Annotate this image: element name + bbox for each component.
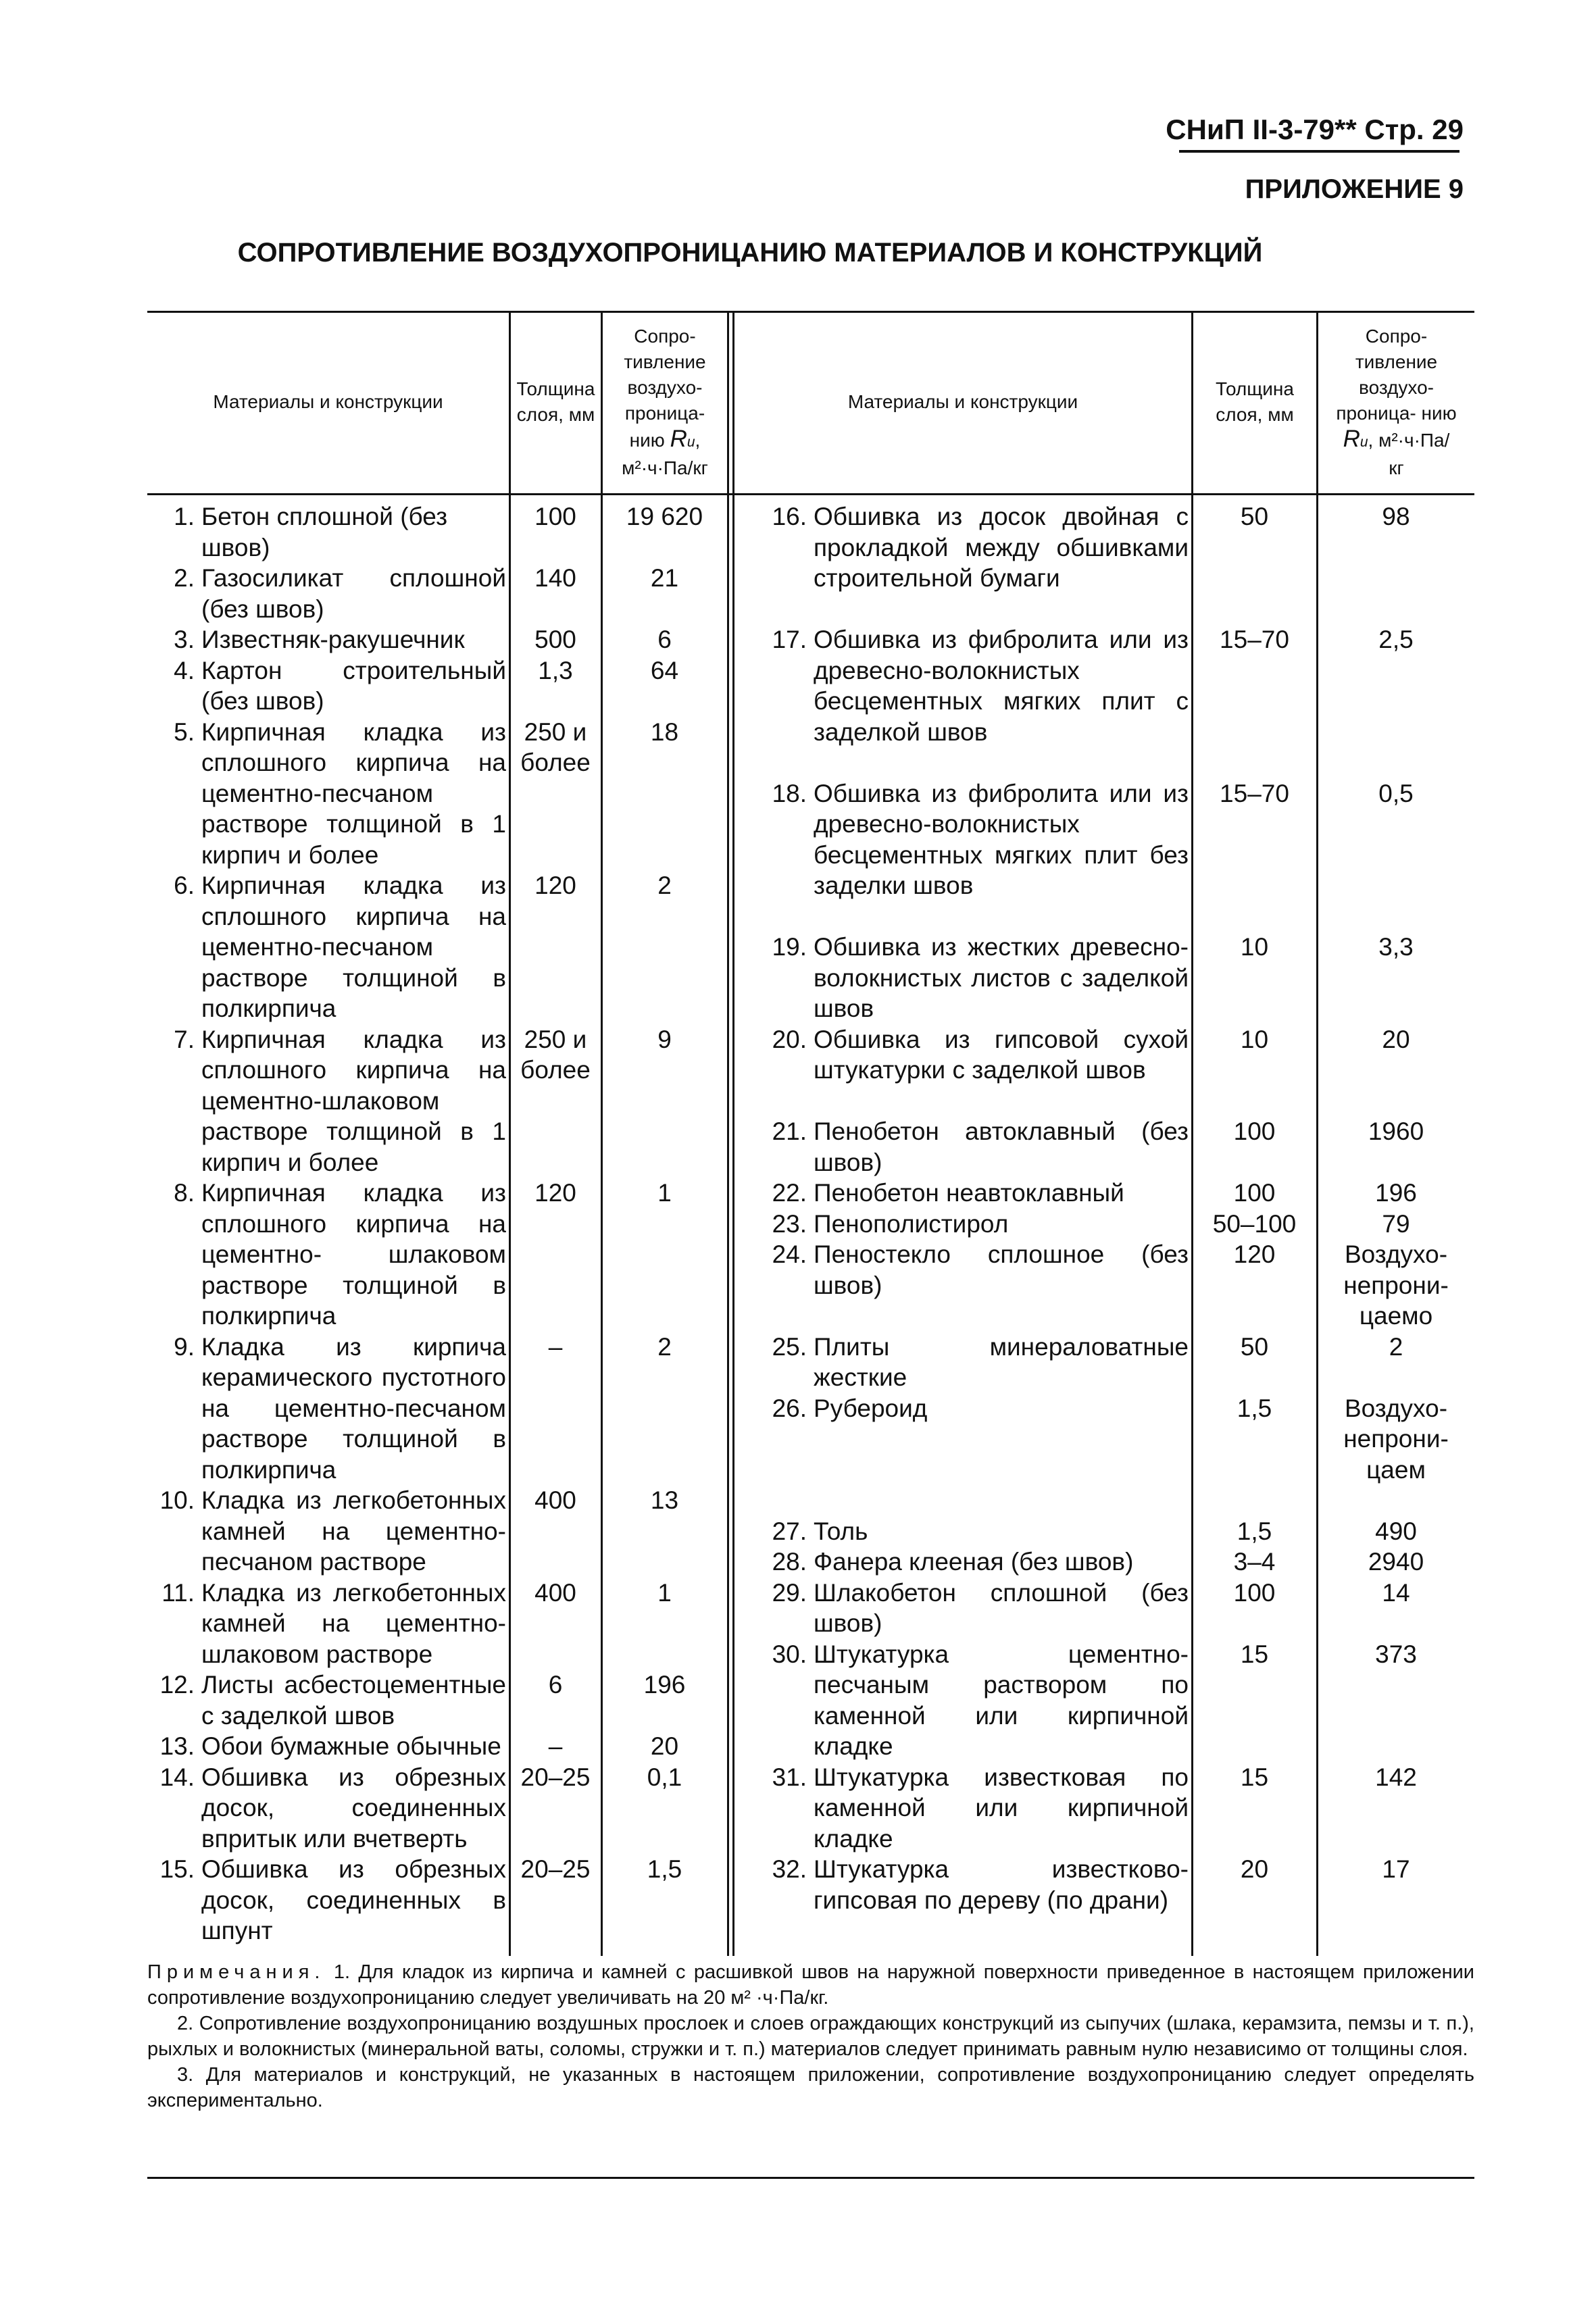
- material-name: Пенобетон автоклавный (без швов): [814, 1117, 1189, 1176]
- row-number: 21.: [772, 1117, 807, 1145]
- resistance-value: Воздухо- непрони- цаем: [1343, 1394, 1449, 1484]
- header-underline: [1179, 150, 1460, 153]
- thickness-value: 20–25: [520, 1763, 591, 1791]
- document-reference: СНиП II-3-79** Стр. 29: [1166, 114, 1464, 145]
- resistance-value: 196: [1375, 1179, 1417, 1207]
- resistance-value: 2: [1389, 1332, 1403, 1361]
- material-name: Обшивка из фибролита или из древесно-волокнистых бесцементных мягких плит с заделкой швов: [814, 626, 1189, 746]
- row-number: 3.: [174, 626, 195, 653]
- thickness-value: 100: [534, 503, 576, 530]
- page-title: СОПРОТИВЛЕНИЕ ВОЗДУХОПРОНИЦАНИЮ МАТЕРИАЛОВ И КОНСТРУКЦИЙ: [237, 238, 1263, 268]
- row-number: 11.: [161, 1578, 195, 1607]
- resistance-value: 6: [657, 626, 672, 653]
- row-number: 5.: [174, 718, 195, 746]
- thickness-value: 140: [534, 564, 576, 592]
- thickness-value: 500: [534, 626, 576, 653]
- table-top-rule: [147, 311, 1474, 313]
- resistance-value: 20: [1382, 1025, 1410, 1053]
- row-number: 18.: [772, 779, 807, 807]
- material-name: Фанера клееная (без швов): [814, 1548, 1134, 1576]
- resistance-subscript: и: [687, 434, 695, 450]
- thickness-value: 1,5: [1237, 1394, 1272, 1422]
- resistance-value: 196: [643, 1671, 686, 1699]
- material-name: Кладка из легкобетонных камней на цементно-песчаном растворе: [201, 1486, 506, 1576]
- resistance-symbol: R: [1343, 425, 1360, 452]
- row-number: 15.: [159, 1855, 195, 1883]
- resistance-value: 373: [1375, 1640, 1417, 1668]
- row-number: 25.: [772, 1332, 807, 1361]
- material-name: Кирпичная кладка из сплошного кирпича на цементно-шлаковом растворе толщиной в 1 кирпич и более: [201, 1025, 506, 1176]
- thickness-value: 20: [1240, 1855, 1269, 1883]
- row-number: 8.: [174, 1179, 195, 1207]
- header-thickness-left: Толщина слоя, мм: [516, 378, 595, 425]
- column-divider: [732, 311, 734, 1956]
- thickness-value: –: [548, 1332, 563, 1361]
- resistance-value: 490: [1375, 1517, 1417, 1545]
- material-name: Обои бумажные обычные: [201, 1732, 501, 1760]
- resistance-subscript: и: [1360, 434, 1368, 450]
- thickness-value: 120: [534, 872, 576, 899]
- bottom-rule: [147, 2177, 1474, 2179]
- row-number: 2.: [174, 564, 195, 592]
- thickness-value: 120: [534, 1179, 576, 1207]
- row-number: 13.: [159, 1732, 195, 1760]
- resistance-value: 14: [1382, 1578, 1410, 1607]
- resistance-table: [147, 311, 1474, 1956]
- resistance-value: 64: [650, 656, 679, 684]
- table-header-rule: [147, 493, 1474, 495]
- header-material-right: Материалы и конструкции: [847, 391, 1078, 412]
- notes-section: [147, 1959, 1474, 2113]
- material-name: Обшивка из фибролита или из древесно-волокнистых бесцементных мягких плит без заделки швов: [814, 779, 1189, 899]
- row-number: 30.: [772, 1640, 807, 1668]
- material-name: Кирпичная кладка из сплошного кирпича на цементно-песчаном растворе толщиной в 1 кирпич и более: [201, 718, 506, 869]
- thickness-value: 50: [1240, 1332, 1269, 1361]
- material-name: Пенобетон неавтоклавный: [814, 1179, 1124, 1207]
- column-divider: [601, 311, 603, 1956]
- thickness-value: 15: [1240, 1640, 1269, 1668]
- resistance-value: 98: [1382, 503, 1410, 530]
- thickness-value: 1,5: [1237, 1517, 1272, 1545]
- resistance-value: 2: [657, 872, 672, 899]
- row-number: 19.: [772, 933, 807, 961]
- row-number: 31.: [772, 1763, 807, 1791]
- thickness-value: 250 и более: [520, 1025, 591, 1084]
- material-name: Газосиликат сплошной (без швов): [201, 564, 506, 623]
- row-number: 28.: [772, 1548, 807, 1576]
- material-name: Штукатурка известковая по каменной или кирпичной кладке: [814, 1763, 1189, 1853]
- note-1: [147, 1959, 1474, 2011]
- material-name: Плиты минераловатные жесткие: [814, 1332, 1189, 1391]
- thickness-value: 15–70: [1220, 779, 1289, 807]
- resistance-value: 142: [1375, 1763, 1417, 1791]
- row-number: 10.: [159, 1486, 195, 1514]
- row-number: 20.: [772, 1025, 807, 1053]
- resistance-value: 1: [657, 1179, 672, 1207]
- row-number: 16.: [772, 503, 807, 530]
- row-number: 14.: [159, 1763, 195, 1791]
- material-name: Обшивка из жестких древесно-волокнистых листов с заделкой швов: [814, 933, 1189, 1022]
- thickness-value: 50: [1240, 503, 1269, 530]
- thickness-value: 400: [534, 1486, 576, 1514]
- resistance-value: 1960: [1368, 1117, 1424, 1145]
- material-name: Шлакобетон сплошной (без швов): [814, 1578, 1189, 1637]
- resistance-value: 18: [650, 718, 679, 746]
- header-thickness-right: Толщина слоя, мм: [1216, 378, 1294, 425]
- material-name: Бетон сплошной (без швов): [201, 503, 448, 561]
- material-name: Листы асбестоцементные с заделкой швов: [201, 1671, 506, 1730]
- appendix-label: ПРИЛОЖЕНИЕ 9: [1245, 174, 1464, 204]
- resistance-value: 2,5: [1378, 626, 1414, 653]
- resistance-value: 20: [650, 1732, 679, 1760]
- material-name: Пеностекло сплошное (без швов): [814, 1240, 1189, 1299]
- resistance-symbol: R: [670, 425, 687, 452]
- resistance-value: 21: [650, 564, 679, 592]
- column-divider: [509, 311, 511, 1956]
- row-number: 32.: [772, 1855, 807, 1883]
- header-resistance-left-text: Сопро- тивление воздухо- проница- нию: [624, 325, 706, 451]
- row-number: 12.: [159, 1671, 195, 1699]
- thickness-value: 100: [1233, 1578, 1276, 1607]
- resistance-value: 0,5: [1378, 779, 1414, 807]
- material-name: Пенополистирол: [814, 1209, 1009, 1238]
- thickness-value: 50–100: [1212, 1209, 1297, 1238]
- row-number: 17.: [772, 626, 807, 653]
- notes-label: Примечания.: [147, 1961, 326, 1983]
- material-name: Обшивка из обрезных досок, соединенных в шпунт: [201, 1855, 506, 1944]
- resistance-value: 17: [1382, 1855, 1410, 1883]
- header-resistance-right-text: Сопро- тивление воздухо- проница- нию: [1336, 325, 1457, 424]
- thickness-value: 120: [1233, 1240, 1276, 1268]
- header-material-left: Материалы и конструкции: [213, 391, 443, 412]
- row-number: 4.: [174, 656, 195, 684]
- thickness-value: 100: [1233, 1179, 1276, 1207]
- thickness-value: –: [548, 1732, 563, 1760]
- material-name: Обшивка из обрезных досок, соединенных впритык или вчетверть: [201, 1763, 506, 1853]
- thickness-value: 15–70: [1220, 626, 1289, 653]
- row-number: 6.: [174, 872, 195, 899]
- material-name: Штукатурка известково-гипсовая по дереву (по драни): [814, 1855, 1189, 1914]
- material-name: Кладка из кирпича керамического пустотного на цементно-песчаном растворе толщиной в полкирпича: [201, 1332, 506, 1484]
- resistance-value: 0,1: [647, 1763, 682, 1791]
- row-number: 9.: [174, 1332, 195, 1361]
- row-number: 7.: [174, 1025, 195, 1053]
- material-name: Кирпичная кладка из сплошного кирпича на цементно-песчаном растворе толщиной в полкирпича: [201, 872, 506, 1022]
- row-number: 27.: [772, 1517, 807, 1545]
- material-name: Известняк-ракушечник: [201, 626, 465, 653]
- material-name: Штукатурка цементно-песчаным раствором по каменной или кирпичной кладке: [814, 1640, 1189, 1760]
- resistance-value: Воздухо- непрони- цаемо: [1343, 1240, 1449, 1330]
- thickness-value: 3–4: [1233, 1548, 1276, 1576]
- thickness-value: 100: [1233, 1117, 1276, 1145]
- resistance-value: 9: [657, 1025, 672, 1053]
- material-name: Рубероид: [814, 1394, 928, 1422]
- thickness-value: 250 и более: [520, 718, 591, 776]
- thickness-value: 20–25: [520, 1855, 591, 1883]
- resistance-value: 2: [657, 1332, 672, 1361]
- resistance-value: 3,3: [1378, 933, 1414, 961]
- material-name: Обшивка из досок двойная с прокладкой между обшивками строительной бумаги: [814, 503, 1189, 592]
- material-name: Кирпичная кладка из сплошного кирпича на цементно- шлаковом растворе толщиной в полкирпича: [201, 1179, 506, 1330]
- thickness-value: 10: [1240, 933, 1269, 961]
- resistance-value: 13: [650, 1486, 679, 1514]
- thickness-value: 15: [1240, 1763, 1269, 1791]
- row-number: 1.: [174, 503, 195, 530]
- thickness-value: 6: [548, 1671, 563, 1699]
- thickness-value: 400: [534, 1578, 576, 1607]
- note-1-text: 1. Для кладок из кирпича и камней с расшивкой швов на наружной поверхности приведенное в настоящем приложении сопротивление воздухопроницанию следует увеличивать на 20 м² ·ч·Па/кг.: [147, 1961, 1474, 2009]
- thickness-value: 10: [1240, 1025, 1269, 1053]
- column-divider: [727, 311, 729, 1956]
- row-number: 26.: [772, 1394, 807, 1422]
- resistance-value: 79: [1382, 1209, 1410, 1238]
- row-number: 22.: [772, 1179, 807, 1207]
- material-name: Картон строительный (без швов): [201, 656, 506, 715]
- resistance-unit: м²·ч·Па/кг: [622, 457, 708, 478]
- material-name: Обшивка из гипсовой сухой штукатурки с заделкой швов: [814, 1025, 1189, 1084]
- resistance-value: 2940: [1368, 1548, 1424, 1576]
- header-resistance-left: Сопро- тивление воздухо- проница- нию Rи, м²·ч·Па/кг: [622, 325, 708, 478]
- note-3: 3. Для материалов и конструкций, не указанных в настоящем приложении, сопротивление воздухопроницанию следует определять экспериментально.: [147, 2064, 1474, 2111]
- row-number: 29.: [772, 1578, 807, 1607]
- material-name: Толь: [814, 1517, 868, 1545]
- thickness-value: 1,3: [538, 656, 573, 684]
- note-2: 2. Сопротивление воздухопроницанию воздушных прослоек и слоев ограждающих конструкций из сыпучих (шлака, керамзита, пемзы и т. п.), рыхлых и волокнистых (минеральной ваты, соломы, стружки и т. п.) материалов следует принимать равным нулю независимо от толщины слоя.: [147, 2013, 1474, 2060]
- resistance-unit: м²·ч·Па/кг: [1378, 429, 1450, 478]
- row-number: 23.: [772, 1209, 807, 1238]
- header-resistance-right: Сопро- тивление воздухо- проница- нию Rи, м²·ч·Па/кг: [1336, 325, 1457, 478]
- row-number: 24.: [772, 1240, 807, 1268]
- resistance-value: 1,5: [647, 1855, 682, 1883]
- resistance-value: 19 620: [626, 503, 703, 530]
- resistance-value: 1: [657, 1578, 672, 1607]
- material-name: Кладка из легкобетонных камней на цементно-шлаковом растворе: [201, 1578, 506, 1668]
